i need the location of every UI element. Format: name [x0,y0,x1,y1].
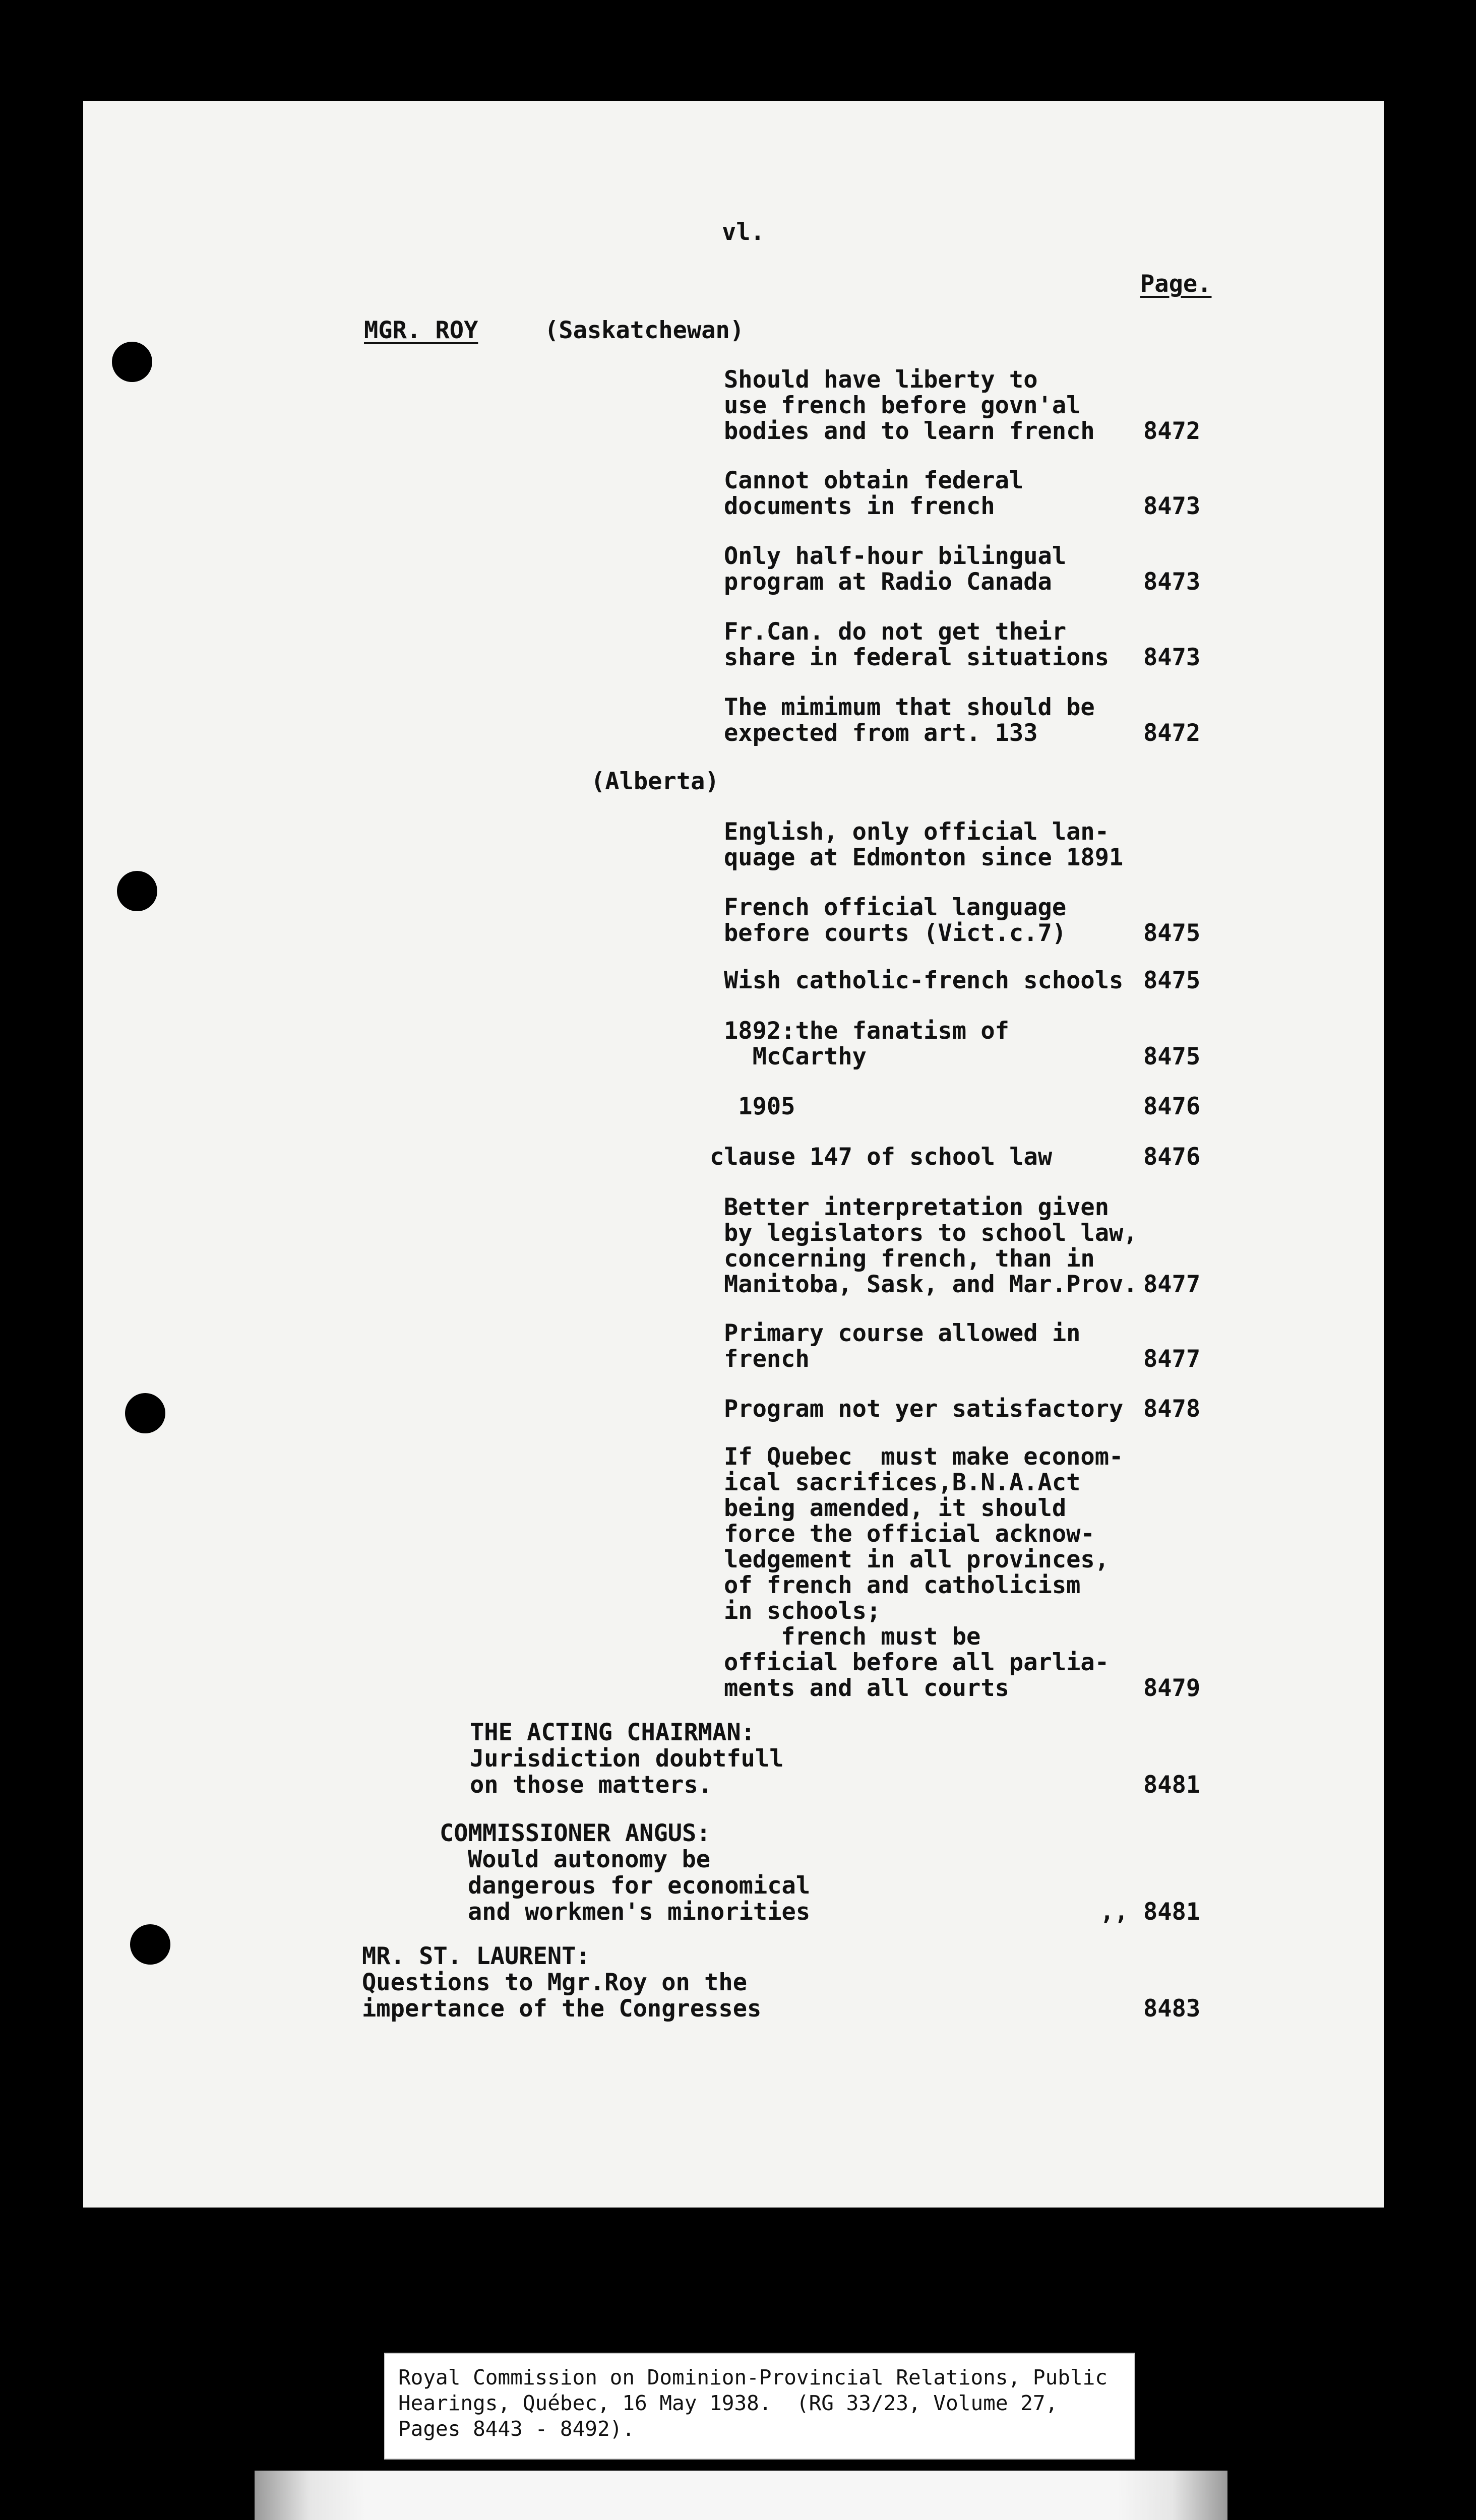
entry-12-line-3: concerning french, than in [724,1245,1095,1273]
entry-4-page: 8473 [1143,644,1201,671]
entry-3-line-2: program at Radio Canada [724,568,1052,596]
entry-11-line-1: clause 147 of school law [710,1143,1053,1171]
entry-9-line-1: 1892:the fanatism of [724,1017,1009,1045]
entry-14-line-1: Program not yer satisfactory [724,1395,1124,1423]
punch-hole-2 [117,871,157,911]
entry-15-line-9: official before all parlia- [724,1649,1110,1676]
st-laurent-line-2: impertance of the Congresses [362,1995,762,2023]
commissioner-angus-mark: ,, [1100,1898,1129,1926]
entry-15-line-6: of french and catholicism [724,1571,1081,1599]
st-laurent-line-1: Questions to Mgr.Roy on the [362,1969,748,1996]
entry-4-line-2: share in federal situations [724,644,1110,671]
commissioner-angus-line-2: dangerous for economical [468,1872,811,1900]
entry-7-line-1: French official language [724,894,1067,921]
archive-citation-line-2: Hearings, Québec, 16 May 1938. (RG 33/23, Volume 27, [398,2391,1058,2415]
entry-1-page: 8472 [1143,417,1201,445]
entry-7-line-2: before courts (Vict.c.7) [724,919,1067,947]
entry-6-line-1: English, only official lan- [724,818,1110,846]
entry-9-page: 8475 [1143,1043,1201,1070]
punch-hole-3 [125,1393,165,1433]
entry-15-line-8: french must be [724,1623,981,1651]
entry-13-page: 8477 [1143,1345,1201,1373]
entry-8-line-1: Wish catholic-french schools [724,967,1124,994]
entry-15-line-2: ical sacrifices,B.N.A.Act [724,1469,1081,1496]
entry-9-line-2: McCarthy [724,1043,867,1070]
entry-1-line-3: bodies and to learn french [724,417,1095,445]
entry-12-line-2: by legislators to school law, [724,1219,1138,1247]
entry-12-page: 8477 [1143,1271,1201,1298]
entry-1-line-2: use french before govn'al [724,392,1081,419]
entry-15-line-1: If Quebec must make econom- [724,1443,1124,1471]
entry-2-line-1: Cannot obtain federal [724,467,1024,494]
acting-chairman-line-1: Jurisdiction doubtfull [470,1745,784,1773]
archive-citation-line-1: Royal Commission on Dominion-Provincial Relations, Public [398,2365,1108,2389]
entry-13-line-1: Primary course allowed in [724,1319,1081,1347]
entry-10-line-1: 1905 [724,1093,795,1120]
archive-citation-line-3: Pages 8443 - 8492). [398,2417,635,2441]
entry-2-page: 8473 [1143,492,1201,520]
st-laurent-heading: MR. ST. LAURENT: [362,1942,590,1970]
archive-citation-label [384,2353,1135,2460]
commissioner-angus-line-3: and workmen's minorities [468,1898,811,1926]
acting-chairman-page: 8481 [1143,1771,1201,1799]
entry-5-page: 8472 [1143,719,1201,747]
entry-10-page: 8476 [1143,1093,1201,1120]
entry-15-page: 8479 [1143,1674,1201,1702]
entry-12-line-1: Better interpretation given [724,1193,1110,1221]
punch-hole-4 [130,1924,170,1965]
acting-chairman-line-2: on those matters. [470,1771,713,1799]
entry-11-page: 8476 [1143,1143,1201,1171]
entry-15-line-10: ments and all courts [724,1674,1009,1702]
speaker-name: MGR. ROY [364,317,478,344]
archives-stamp [255,2471,1227,2520]
acting-chairman-heading: THE ACTING CHAIRMAN: [470,1719,755,1746]
entry-5-line-1: The mimimum that should be [724,694,1095,721]
entry-12-line-4: Manitoba, Sask, and Mar.Prov. [724,1271,1138,1298]
entry-6-line-2: quage at Edmonton since 1891 [724,844,1124,871]
entry-15-line-7: in schools; [724,1597,881,1625]
entry-14-page: 8478 [1143,1395,1201,1423]
commissioner-angus-page: 8481 [1143,1898,1201,1926]
entry-15-line-4: force the official acknow- [724,1520,1095,1548]
page-column-heading: Page. [1140,270,1212,298]
region-alberta: (Alberta) [591,768,719,795]
entry-15-line-5: ledgement in all provinces, [724,1546,1110,1573]
entry-5-line-2: expected from art. 133 [724,719,1038,747]
page-number: vl. [722,218,765,246]
entry-3-page: 8473 [1143,568,1201,596]
commissioner-angus-line-1: Would autonomy be [468,1846,711,1873]
entry-2-line-2: documents in french [724,492,995,520]
punch-hole-1 [112,342,152,382]
entry-4-line-1: Fr.Can. do not get their [724,618,1067,646]
entry-7-page: 8475 [1143,919,1201,947]
st-laurent-page: 8483 [1143,1995,1201,2023]
commissioner-angus-heading: COMMISSIONER ANGUS: [440,1819,711,1847]
entry-13-line-2: french [724,1345,810,1373]
entry-3-line-1: Only half-hour bilingual [724,542,1067,570]
entry-15-line-3: being amended, it should [724,1494,1067,1522]
region-saskatchewan: (Saskatchewan) [544,317,745,344]
entry-1-line-1: Should have liberty to [724,366,1038,394]
entry-8-page: 8475 [1143,967,1201,994]
